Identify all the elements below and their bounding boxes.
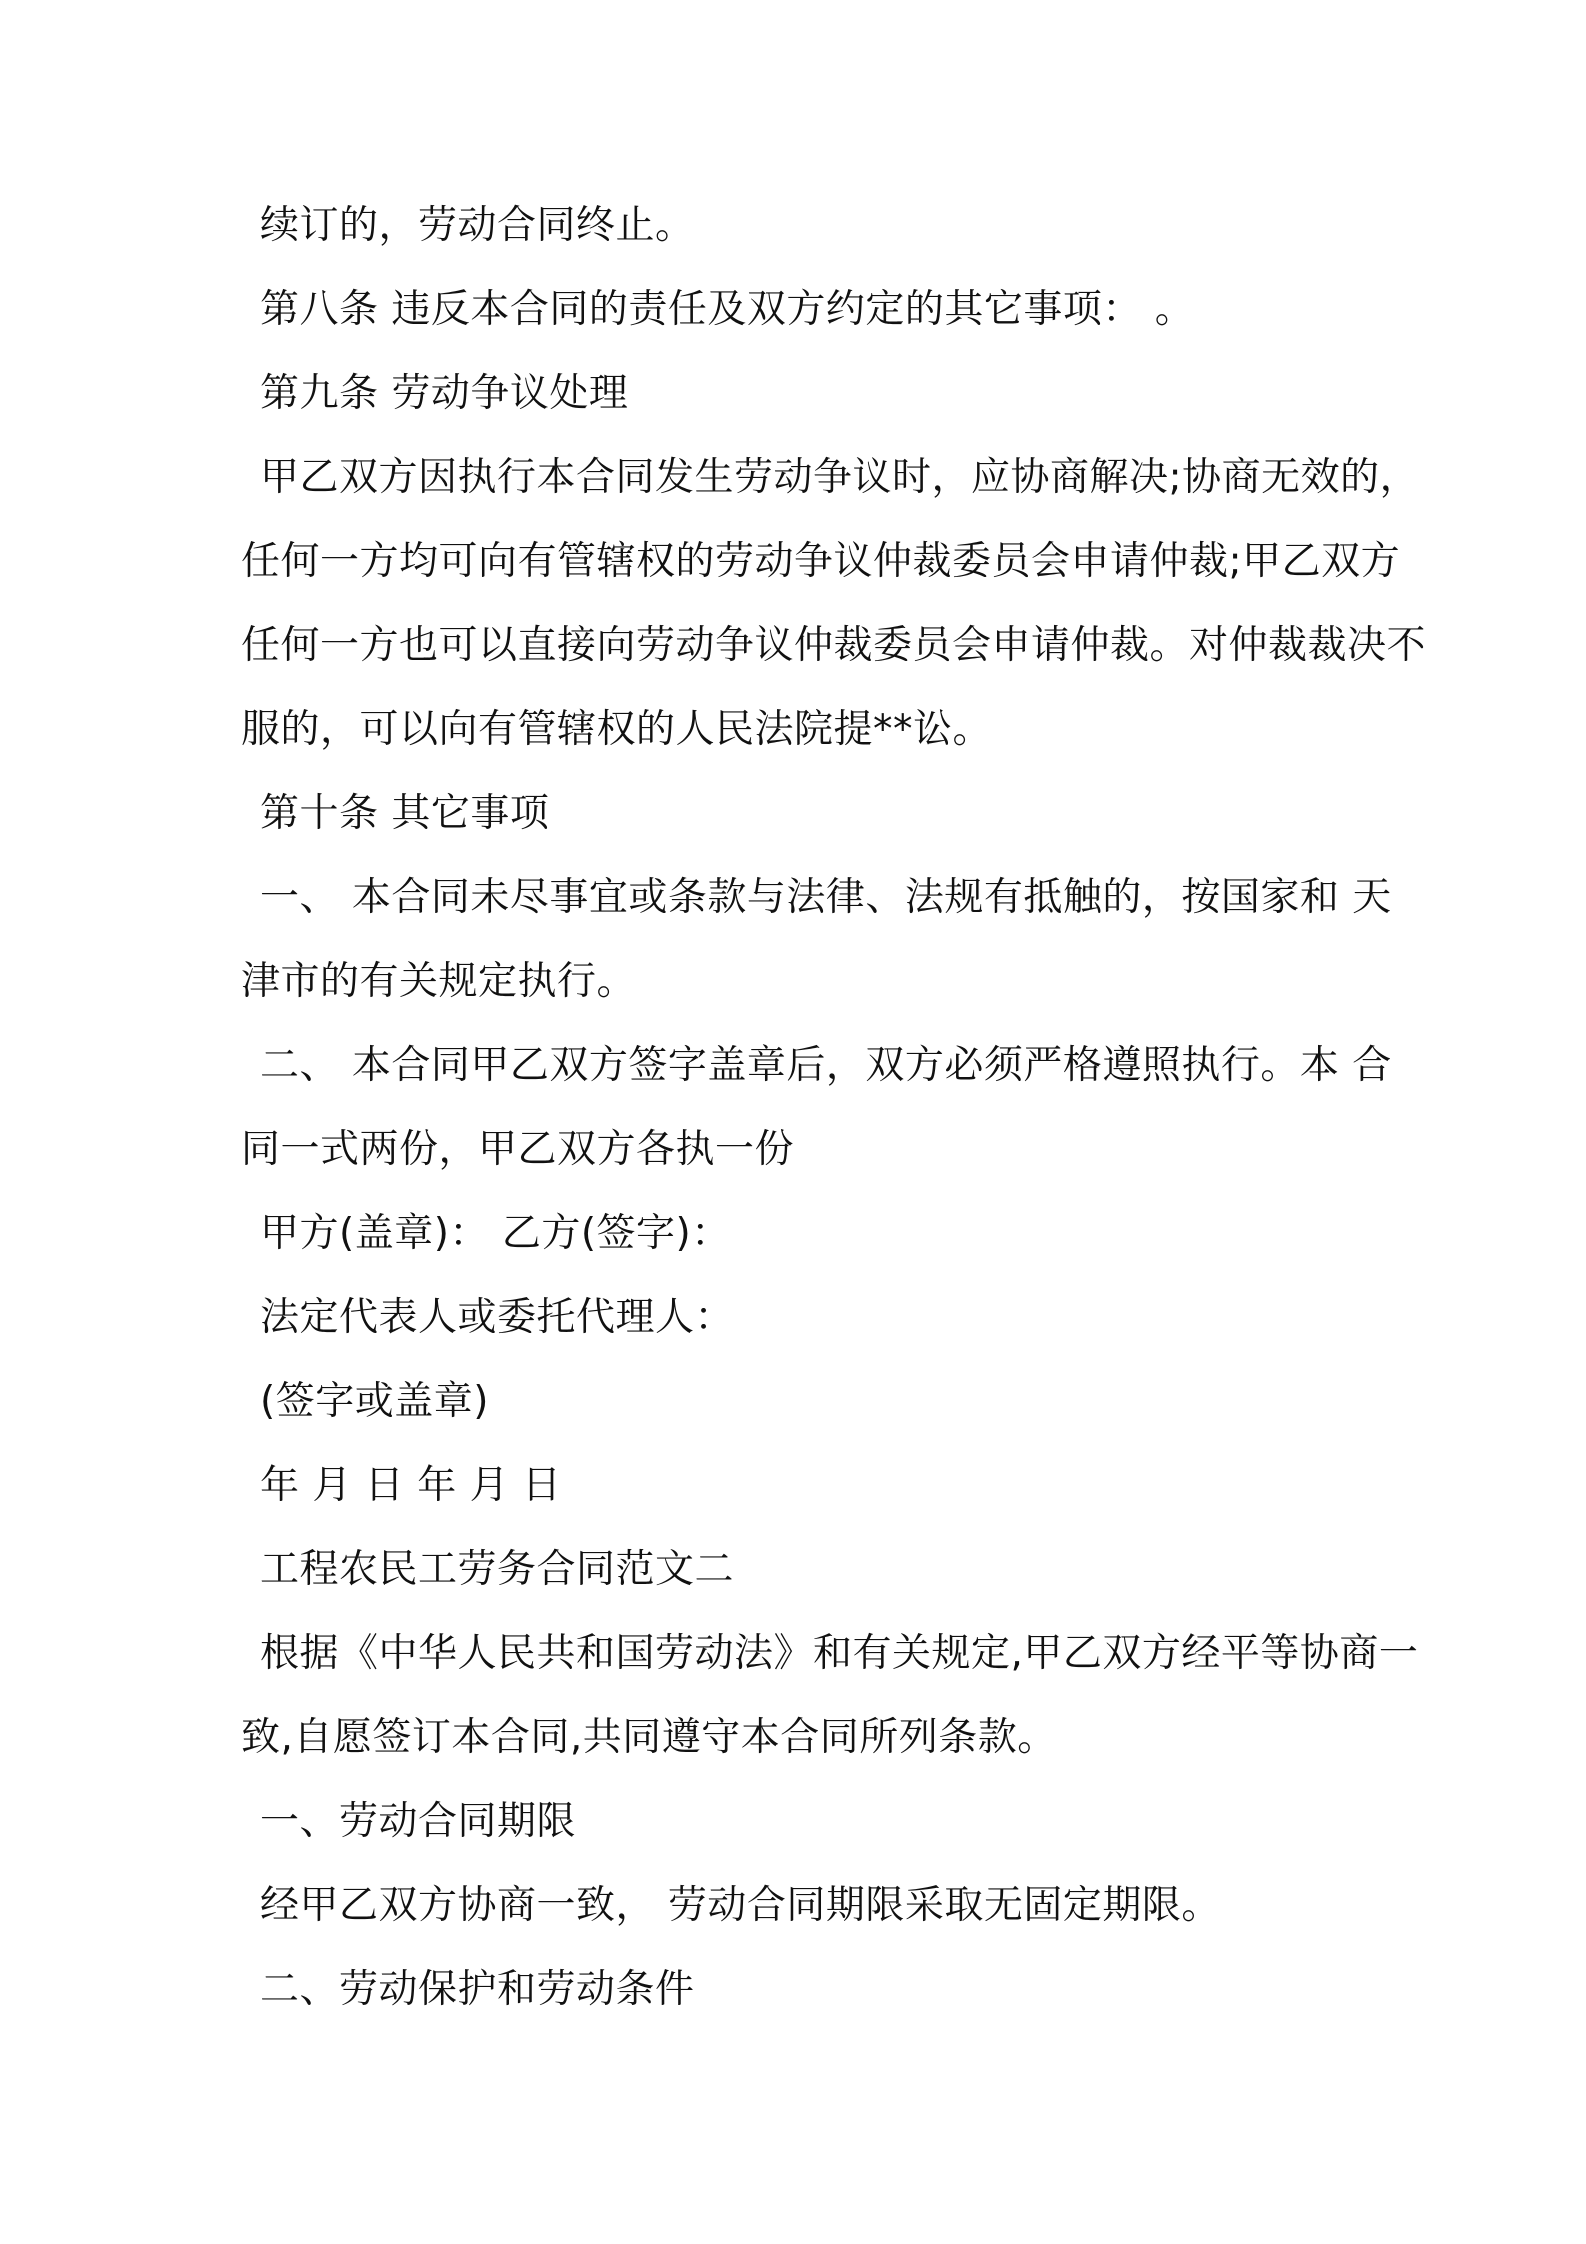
paragraph-line: 经甲乙双方协商一致， 劳动合同期限采取无固定期限。 <box>260 1883 1221 1928</box>
section-title: 工程农民工劳务合同范文二 <box>260 1547 735 1592</box>
article-9-heading: 第九条 劳动争议处理 <box>260 371 629 416</box>
date-line: 年 月 日 年 月 日 <box>260 1463 562 1508</box>
clause-2-line: 二、 本合同甲乙双方签字盖章后，双方必须严格遵照执行。本 合 <box>260 1043 1392 1088</box>
subheading-contract-term: 一、劳动合同期限 <box>260 1799 577 1844</box>
legal-representative-line: 法定代表人或委托代理人： <box>260 1295 735 1340</box>
sign-or-seal-line: (签字或盖章) <box>260 1379 489 1424</box>
paragraph-line: 任何一方均可向有管辖权的劳动争议仲裁委员会申请仲裁;甲乙双方 <box>241 539 1401 584</box>
signature-parties-line: 甲方(盖章)： 乙方(签字)： <box>260 1211 731 1256</box>
text-line-renewal: 续订的，劳动合同终止。 <box>260 203 695 248</box>
article-8-heading: 第八条 违反本合同的责任及双方约定的其它事项： 。 <box>260 287 1195 332</box>
paragraph-line: 致,自愿签订本合同,共同遵守本合同所列条款。 <box>241 1715 1057 1760</box>
paragraph-line: 服的，可以向有管辖权的人民法院提**讼。 <box>241 707 993 752</box>
clause-1-line: 津市的有关规定执行。 <box>241 959 637 1004</box>
clause-1-line: 一、 本合同未尽事宜或条款与法律、法规有抵触的，按国家和 天 <box>260 875 1392 920</box>
paragraph-line: 任何一方也可以直接向劳动争议仲裁委员会申请仲裁。对仲裁裁决不 <box>241 623 1427 668</box>
subheading-labor-protection: 二、劳动保护和劳动条件 <box>260 1967 695 2012</box>
article-10-heading: 第十条 其它事项 <box>260 791 550 836</box>
paragraph-line: 根据《中华人民共和国劳动法》和有关规定,甲乙双方经平等协商一 <box>260 1631 1419 1676</box>
clause-2-line: 同一式两份，甲乙双方各执一份 <box>241 1127 795 1172</box>
paragraph-line: 甲乙双方因执行本合同发生劳动争议时，应协商解决;协商无效的， <box>260 455 1420 500</box>
